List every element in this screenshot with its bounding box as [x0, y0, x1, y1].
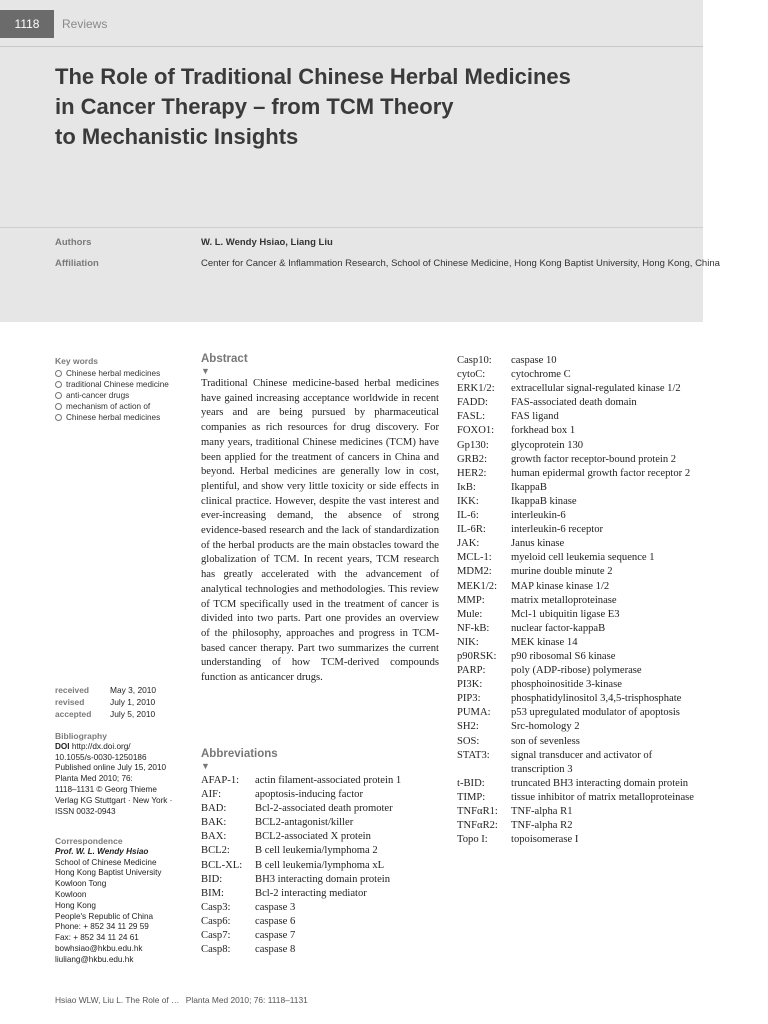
abbreviation-definition: caspase 7 — [255, 930, 296, 942]
keywords-box — [55, 356, 190, 423]
email-link[interactable]: bowhsiao@hkbu.edu.hk — [55, 943, 143, 953]
abbreviation-row — [457, 777, 697, 791]
abbreviation-definition: nuclear factor-kappaB — [511, 622, 606, 634]
abbreviation-row — [457, 580, 697, 594]
email-link[interactable]: liuliang@hkbu.edu.hk — [55, 954, 134, 964]
abbreviation-row — [457, 410, 697, 424]
abbreviation-definition: cytochrome C — [511, 369, 571, 381]
abbreviation-term: AFAP-1: — [201, 775, 240, 786]
keywords-list — [55, 368, 190, 423]
abbreviation-term: cytoC: — [457, 369, 486, 381]
abbreviation-row — [201, 859, 441, 873]
abbreviation-row — [457, 805, 697, 819]
abbreviation-definition: truncated BH3 interacting domain protein — [511, 777, 689, 789]
abbreviation-definition: p90 ribosomal S6 kinase — [511, 650, 616, 662]
abbreviation-definition: growth factor receptor-bound protein 2 — [511, 453, 677, 465]
abbreviation-definition: interleukin-6 — [511, 510, 566, 522]
date-value: July 5, 2010 — [110, 709, 156, 719]
abbreviation-term: SH2: — [457, 721, 479, 733]
abbreviation-term: FADD: — [457, 397, 488, 409]
date-value: July 1, 2010 — [110, 697, 156, 707]
abbreviation-term: FASL: — [457, 411, 486, 423]
divider — [0, 46, 703, 47]
biblio-line: 1118–1131 © Georg Thieme — [55, 784, 157, 794]
keyword-item: anti-cancer drugs — [55, 390, 190, 401]
abbreviations-heading: Abbreviations — [201, 748, 278, 760]
article-dates — [55, 684, 195, 720]
abbreviation-row — [201, 915, 441, 929]
abbreviation-row — [457, 692, 697, 706]
abbreviation-row — [457, 368, 697, 382]
correspondence-line: People's Republic of China — [55, 911, 154, 921]
abbreviation-row — [457, 354, 697, 368]
biblio-line: ISSN 0032-0943 — [55, 806, 116, 816]
doi-line — [55, 742, 195, 753]
abbreviation-row — [201, 788, 441, 802]
bibliography-heading: Bibliography — [55, 731, 107, 741]
abbreviation-row — [457, 720, 697, 734]
abbreviation-term: GRB2: — [457, 453, 488, 465]
abbreviation-definition: murine double minute 2 — [511, 566, 613, 578]
abbreviation-row — [457, 382, 697, 396]
abbreviation-term: BAX: — [201, 831, 227, 843]
abbreviation-row — [457, 396, 697, 410]
abstract-heading: Abstract — [201, 353, 248, 365]
correspondence-heading: Correspondence — [55, 836, 123, 846]
abbreviation-term: PARP: — [457, 665, 486, 677]
abbreviation-row — [457, 453, 697, 467]
abbreviation-term: PIP3: — [457, 693, 481, 705]
abbreviation-term: BID: — [201, 873, 223, 885]
abbreviation-definition: phosphatidylinositol 3,4,5-trisphosphate — [511, 693, 682, 705]
abbreviation-row — [457, 537, 697, 551]
correspondence-line: Kowloon Tong — [55, 879, 107, 889]
keyword-item: mechanism of action of — [55, 401, 190, 412]
abbreviation-definition: Janus kinase — [511, 538, 565, 550]
title-line: to Mechanistic Insights — [55, 124, 299, 149]
abbreviation-definition: MAP kinase kinase 1/2 — [511, 580, 610, 592]
abbreviation-term: Topo I: — [457, 834, 488, 846]
abbreviation-term: IκB: — [457, 481, 476, 493]
abbreviation-definition: MEK kinase 14 — [511, 636, 578, 648]
doi-label: DOI — [55, 741, 70, 751]
abbreviation-row — [201, 943, 441, 957]
abbreviation-definition: forkhead box 1 — [511, 425, 576, 437]
abbreviation-row — [201, 774, 441, 788]
abbreviation-term: TNFαR2: — [457, 820, 498, 832]
abbreviation-definition: interleukin-6 receptor — [511, 524, 604, 536]
doi-url[interactable]: http://dx.doi.org/ — [71, 741, 131, 751]
abbreviation-row — [457, 551, 697, 565]
abbreviation-term: ERK1/2: — [457, 383, 495, 395]
abbreviation-definition: matrix metalloproteinase — [511, 594, 617, 606]
abbreviation-definition: B cell leukemia/lymphoma xL — [255, 859, 385, 871]
date-row — [55, 696, 195, 708]
biblio-line: Verlag KG Stuttgart · New York · — [55, 795, 173, 805]
abbreviation-row — [201, 844, 441, 858]
correspondence-line: Phone: + 852 34 11 29 59 — [55, 922, 149, 932]
affiliation-label: Affiliation — [55, 258, 99, 269]
abbreviation-row — [457, 735, 697, 749]
abbreviation-definition: son of sevenless — [511, 735, 580, 747]
abbreviation-row — [457, 565, 697, 579]
abbreviation-term: SOS: — [457, 735, 480, 747]
abbreviation-definition: phosphoinositide 3-kinase — [511, 679, 622, 691]
abbreviation-row — [457, 523, 697, 537]
abbreviation-definition: Bcl-2 interacting mediator — [255, 887, 367, 899]
abbreviation-term: Mule: — [457, 608, 483, 620]
abbreviations-section — [201, 748, 441, 957]
abbreviation-row — [457, 467, 697, 481]
abbreviation-term: PUMA: — [457, 707, 491, 719]
abbreviation-definition: signal transducer and activator of transcription 3 — [511, 749, 653, 775]
keyword-item: Chinese herbal medicines — [55, 412, 190, 423]
abbreviation-definition: p53 upregulated modulator of apoptosis — [511, 707, 680, 719]
abbreviation-term: IL-6: — [457, 510, 479, 522]
abbreviation-row — [457, 495, 697, 509]
abbreviation-term: AIF: — [201, 789, 222, 801]
abbreviation-definition: FAS ligand — [511, 411, 559, 423]
abbreviation-definition: caspase 6 — [255, 915, 296, 927]
abbreviations-list-right — [457, 354, 697, 847]
abbreviation-term: Casp7: — [201, 930, 231, 942]
abbreviation-term: Casp3: — [201, 901, 231, 913]
date-label: accepted — [55, 709, 92, 719]
abbreviation-row — [457, 706, 697, 720]
abbreviation-row — [457, 833, 697, 847]
biblio-line: Published online July 15, 2010 — [55, 763, 167, 773]
abbreviation-definition: FAS-associated death domain — [511, 397, 637, 409]
correspondence-line: Hong Kong Baptist University — [55, 868, 162, 878]
abbreviation-row — [457, 749, 697, 777]
date-value: May 3, 2010 — [110, 685, 157, 695]
keywords-heading: Key words — [55, 356, 98, 366]
abstract-text: Traditional Chinese medicine-based herbal medicines have gained increasing acceptance worldwide in recent years and are being pursued by pharmaceutical companies as rich resources for drug discovery. For many years, traditional Chinese medicines (TCM) have been applied for the treatment of cancers in China and beyond. Herbal medicines are generally low in cost, plentiful, and show very little toxicity or side effects in clinical practice. However, despite the vast interest and ever-increasing demand, the absence of strong evidence-based research and the lack of standardization of the herbal products are the main obstacles toward the globalization of TCM. In recent years, TCM research has greatly accelerated with the advancement of analytical technologies and methodologies. This review of TCM specifically used in the treatment of cancer is divided into two parts. Part one provides an overview of the philosophy, approaches and progress in TCM-based cancer therapy. Part two summarizes the current understanding of how TCM-derived compounds function as anticancer drugs. — [201, 378, 439, 684]
abbreviation-term: p90RSK: — [457, 650, 497, 662]
abbreviation-definition: IkappaB — [511, 481, 547, 493]
page-number: 1118 — [0, 10, 54, 38]
correspondence — [55, 836, 195, 966]
abbreviation-row — [201, 887, 441, 901]
bibliography — [55, 731, 195, 817]
abbreviation-definition: extracellular signal-regulated kinase 1/2 — [511, 383, 681, 395]
article-title — [55, 62, 655, 152]
arrow-down-icon: ▼ — [201, 366, 210, 376]
abbreviation-definition: TNF-alpha R1 — [511, 806, 573, 817]
abbreviation-term: MCL-1: — [457, 552, 492, 564]
abbreviation-definition: Src-homology 2 — [511, 721, 580, 733]
abbreviation-row — [457, 650, 697, 664]
abbreviation-term: PI3K: — [457, 679, 483, 691]
abbreviation-definition: glycoprotein 130 — [511, 439, 584, 451]
abbreviation-term: IL-6R: — [457, 524, 486, 536]
abbreviation-row — [201, 901, 441, 915]
abbreviation-term: BAK: — [201, 817, 227, 829]
abbreviation-row — [201, 802, 441, 816]
abbreviation-term: MDM2: — [457, 566, 492, 578]
authors-label: Authors — [55, 237, 92, 248]
title-line: in Cancer Therapy – from TCM Theory — [55, 94, 454, 119]
header-band — [0, 0, 703, 322]
abbreviation-row — [201, 873, 441, 887]
abbreviation-term: STAT3: — [457, 749, 490, 761]
keyword-item: Chinese herbal medicines — [55, 368, 190, 379]
abbreviation-row — [457, 636, 697, 650]
date-row — [55, 708, 195, 720]
abbreviation-term: MEK1/2: — [457, 580, 498, 592]
correspondence-line: School of Chinese Medicine — [55, 857, 157, 867]
date-row — [55, 684, 195, 696]
abbreviation-term: Casp8: — [201, 944, 231, 956]
abbreviation-definition: BCL2-associated X protein — [255, 831, 371, 843]
abbreviation-row — [457, 678, 697, 692]
abbreviation-row — [457, 594, 697, 608]
abbreviation-definition: B cell leukemia/lymphoma 2 — [255, 845, 378, 857]
abbreviation-term: NIK: — [457, 636, 479, 648]
abbreviation-term: FOXO1: — [457, 425, 495, 437]
footer-journal: Planta Med 2010; 76: 1118–1131 — [185, 995, 308, 1005]
arrow-down-icon: ▼ — [201, 761, 210, 771]
abbreviation-row — [457, 664, 697, 678]
abbreviation-definition: poly (ADP-ribose) polymerase — [511, 665, 642, 677]
correspondence-line: Hong Kong — [55, 900, 96, 910]
abbreviation-definition: Bcl-2-associated death promoter — [255, 803, 393, 815]
abbreviation-definition: actin filament-associated protein 1 — [255, 775, 402, 786]
abbreviation-term: Gp130: — [457, 439, 489, 451]
abbreviation-row — [201, 830, 441, 844]
abbreviation-definition: caspase 10 — [511, 355, 557, 366]
abbreviation-row — [201, 816, 441, 830]
correspondence-line: Kowloon — [55, 889, 87, 899]
abbreviation-row — [201, 929, 441, 943]
abbreviation-definition: Mcl-1 ubiquitin ligase E3 — [511, 608, 620, 620]
abbreviation-row — [457, 424, 697, 438]
abbreviation-definition: IkappaB kinase — [511, 495, 577, 507]
abbreviation-term: BCL-XL: — [201, 859, 243, 871]
footer-citation: Hsiao WLW, Liu L. The Role of … — [55, 995, 180, 1005]
abbreviation-term: TIMP: — [457, 791, 486, 803]
correspondence-line: Fax: + 852 34 11 24 61 — [55, 933, 139, 943]
abbreviation-term: BIM: — [201, 887, 224, 899]
biblio-line: 10.1055/s-0030-1250186 — [55, 752, 147, 762]
abbreviation-definition: TNF-alpha R2 — [511, 820, 573, 832]
affiliation: Center for Cancer & Inflammation Research, School of Chinese Medicine, Hong Kong Baptist University, Hong Kong, China — [201, 258, 720, 269]
abbreviation-definition: human epidermal growth factor receptor 2 — [511, 467, 691, 479]
abbreviation-term: t-BID: — [457, 777, 485, 789]
abbreviation-term: HER2: — [457, 467, 487, 479]
abbreviation-row — [457, 622, 697, 636]
section-label: Reviews — [62, 17, 108, 31]
abbreviation-row — [457, 608, 697, 622]
abbreviation-definition: apoptosis-inducing factor — [255, 789, 363, 801]
abstract-section — [201, 353, 439, 686]
correspondence-name: Prof. W. L. Wendy Hsiao — [55, 846, 149, 856]
date-label: received — [55, 685, 89, 695]
abbreviation-row — [457, 791, 697, 805]
keyword-item: traditional Chinese medicine — [55, 379, 190, 390]
abbreviations-list-left — [201, 774, 441, 957]
abbreviation-definition: caspase 3 — [255, 901, 296, 913]
abbreviation-definition: BH3 interacting domain protein — [255, 873, 391, 885]
abbreviation-term: BCL2: — [201, 845, 230, 857]
abbreviation-term: BAD: — [201, 803, 227, 815]
abbreviation-definition: tissue inhibitor of matrix metalloproteinase — [511, 791, 694, 803]
abbreviation-term: JAK: — [457, 538, 480, 550]
abbreviation-definition: myeloid cell leukemia sequence 1 — [511, 552, 655, 564]
date-label: revised — [55, 697, 85, 707]
abbreviation-definition: caspase 8 — [255, 944, 296, 956]
abbreviation-term: TNFαR1: — [457, 806, 498, 817]
biblio-line: Planta Med 2010; 76: — [55, 774, 133, 784]
page-footer — [55, 995, 312, 1005]
title-line: The Role of Traditional Chinese Herbal Medicines — [55, 64, 571, 89]
abbreviation-row — [457, 439, 697, 453]
abbreviation-definition: BCL2-antagonist/killer — [255, 817, 354, 829]
divider — [0, 227, 703, 228]
abbreviation-definition: topoisomerase I — [511, 834, 579, 846]
abbreviation-row — [457, 509, 697, 523]
authors: W. L. Wendy Hsiao, Liang Liu — [201, 237, 333, 248]
abbreviation-term: Casp10: — [457, 355, 492, 366]
abbreviation-term: NF-kB: — [457, 622, 490, 634]
abbreviation-term: IKK: — [457, 495, 479, 507]
abbreviation-term: MMP: — [457, 594, 485, 606]
abbreviation-term: Casp6: — [201, 915, 231, 927]
abbreviation-row — [457, 481, 697, 495]
abbreviation-row — [457, 819, 697, 833]
